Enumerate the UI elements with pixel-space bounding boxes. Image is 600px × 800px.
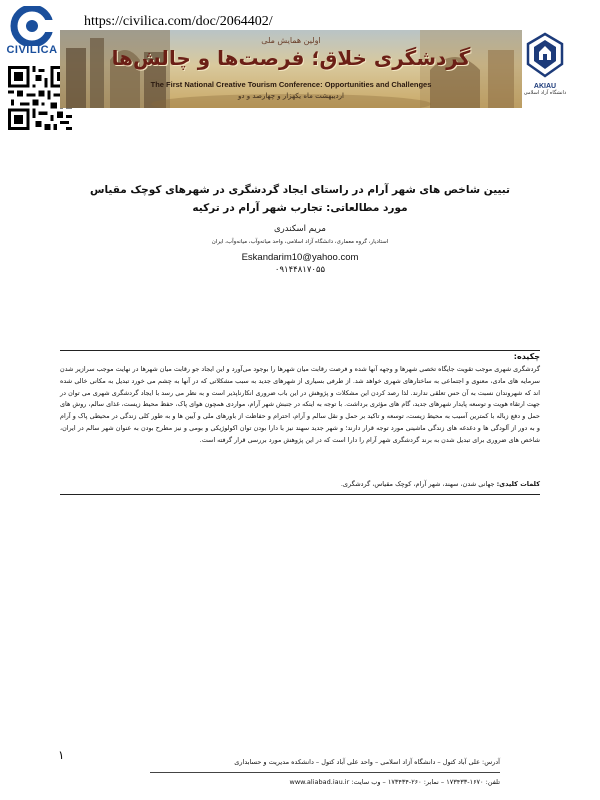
- author-affiliation: استادیار، گروه معماری، دانشگاه آزاد اسلامی، واحد میانه‌وآب، میانه‌وآب، ایران: [211, 239, 389, 245]
- abstract-bottom-rule: [60, 494, 540, 495]
- author-name: مریم اسکندری: [274, 224, 326, 234]
- abstract-top-rule: [60, 350, 540, 351]
- banner-top-line: اولین همایش ملی: [261, 36, 321, 45]
- keywords-list: جهانی شدن، سهند، شهر آرام، کوچک مقیاس، گردشگری.: [340, 480, 495, 488]
- civilica-logo[interactable]: [4, 6, 60, 56]
- civilica-brand: CIVILICA: [6, 44, 58, 56]
- footer-contact: تلفن: ۱۶۷۰-۱۷۳۴۳۳ – نمابر: ۲۶۰-۱۷۳۴۳۴ – وب سایت: www.aliabad.iau.ir: [289, 778, 500, 786]
- banner-title: گردشگری خلاق؛ فرصت‌ها و چالش‌ها: [111, 46, 471, 70]
- civilica-c-icon: [9, 6, 55, 46]
- university-logo: [522, 30, 568, 108]
- banner-subtitle: اردیبهشت ماه یکهزار و چهارصد و دو: [238, 92, 344, 100]
- university-acronym: AKIAU: [533, 83, 557, 90]
- azad-university-emblem-icon: [522, 30, 568, 80]
- university-name: دانشگاه آزاد اسلامی: [523, 90, 567, 96]
- keywords-label: کلمات کلیدی:: [496, 480, 540, 488]
- footer-address: آدرس: علی آباد کتول – دانشگاه آزاد اسلامی – واحد علی آباد کتول – دانشکده مدیریت و حسابداری: [234, 758, 500, 766]
- abstract-heading: چکیده:: [513, 352, 540, 361]
- keywords: [60, 480, 540, 488]
- author-email[interactable]: Eskandarim10@yahoo.com: [241, 252, 359, 263]
- banner-english-title: The First National Creative Tourism Conference: Opportunities and Challenges: [150, 80, 432, 89]
- abstract-body: گردشگری شهری موجب تقویت جایگاه تخصی شهرها و وجهه آنها شده و فرصت رقابت میان شهرها را بوجود می‌آورد و این ایجاد جو رقابت میان شهرها در نهایت موجب سرازیر شدن سرمایه های مادی، معنوی و اجتماعی به ساختارهای شهری خواهد شد. از طرفی بسیاری از شهرهای جدید به سبب مشکلاتی که در آنها به چشم می خورد تبدیل به مکانی خالی شده اند که شهروندان نسبت به آن حس تعلقی ندارند. لذا رصد کردن این مشکلات و پژوهش در این باب ضروری انکارناپذیر است و به نظر می رسد با ایجاد گردشگری شهری می توان در جهت ارتقاء هویت و توسعه پایدار شهرهای جدید، گام های مؤثری برداشت. با توجه به اینکه در جنبش شهر آرام، مواردی همچون هوای پاک، حفظ محیط زیست، غذای سالم، روش های حمل و دفع زباله با کمترین آسیب به محیط زیست، توسعه و تاکید بر حمل و نقل سالم و آرام، احترام و حفاظت از باورهای ملی و آیین ها و به طور کلی زندگی در محیطی پاک و آرام و به دور از آلودگی ها و دغدغه های زندگی ماشینی مورد توجه قرار دارند؛ و شهر جدید سهند نیز با دارا بودن توان اکولوژیکی و بومی و نیز مطرح بودن به عنوان شهر سالم در ایران، شاخص های ضروری برای تبدیل شدن به برند گردشگری شهر آرام را دارا است که در این پژوهش مورد بررسی قرار گرفته است.: [60, 365, 540, 444]
- conference-banner: [60, 30, 522, 108]
- author-phone: ۰۹۱۴۴۸۱۷۰۵۵: [274, 265, 326, 275]
- footer-rule: [150, 772, 500, 773]
- page-number: ۱: [58, 748, 65, 762]
- paper-title-line-1: تبیین شاخص های شهر آرام در راستای ایجاد گردشگری در شهرهای کوچک مقیاس: [89, 184, 510, 196]
- document-url[interactable]: https://civilica.com/doc/2064402/: [84, 14, 273, 29]
- paper-title-line-2: مورد مطالعاتی: تجارب شهر آرام در ترکیه: [192, 202, 408, 214]
